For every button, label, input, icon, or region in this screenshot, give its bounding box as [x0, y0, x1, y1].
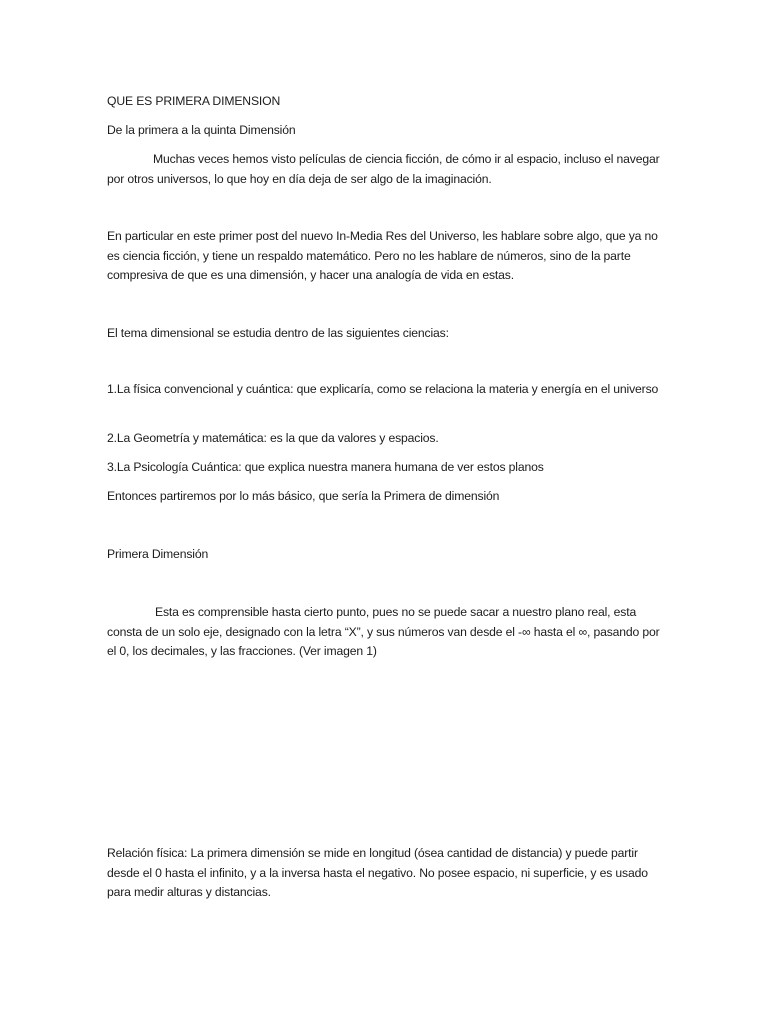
paragraph-relacion: Relación física: La primera dimensión se mide en longitud (ósea cantidad de distancia) y puede partir desde el 0 hasta el infinito, y a la inversa hasta el negativo. No posee espacio, ni superficie, y es usado para medir alturas y distancias.	[107, 846, 648, 899]
list-item-psicologia: 3.La Psicología Cuántica: que explica nuestra manera humana de ver estos planos	[107, 460, 544, 474]
list-item-fisica: 1.La física convencional y cuántica: que explicaría, como se relaciona la materia y energía en el universo	[107, 382, 659, 396]
document-subtitle: De la primera a la quinta Dimensión	[107, 123, 296, 137]
document-title: QUE ES PRIMERA DIMENSION	[107, 94, 281, 108]
paragraph-esta: Esta es comprensible hasta cierto punto, pues no se puede sacar a nuestro plano real, esta consta de un solo eje, designado con la letra “X”, y sus números van desde el -∞ hasta el ∞, pasando por el 0, los decimales, y las fracciones. (Ver imagen 1)	[107, 605, 660, 658]
paragraph-entonces: Entonces partiremos por lo más básico, que sería la Primera de dimensión	[107, 489, 500, 503]
paragraph-intro: Muchas veces hemos visto películas de ciencia ficción, de cómo ir al espacio, incluso el navegar por otros universos, lo que hoy en día deja de ser algo de la imaginación.	[107, 152, 660, 186]
list-item-geometria: 2.La Geometría y matemática: es la que da valores y espacios.	[107, 431, 439, 445]
section-heading-primera-dimension: Primera Dimensión	[107, 547, 209, 561]
paragraph-tema: El tema dimensional se estudia dentro de las siguientes ciencias:	[107, 326, 449, 340]
paragraph-particular: En particular en este primer post del nuevo In-Media Res del Universo, les hablare sobre algo, que ya no es ciencia ficción, y tiene un respaldo matemático. Pero no les hablare de números, sino de la parte compresiva de que es una dimensión, y hacer una analogía de vida en estas.	[107, 229, 658, 282]
